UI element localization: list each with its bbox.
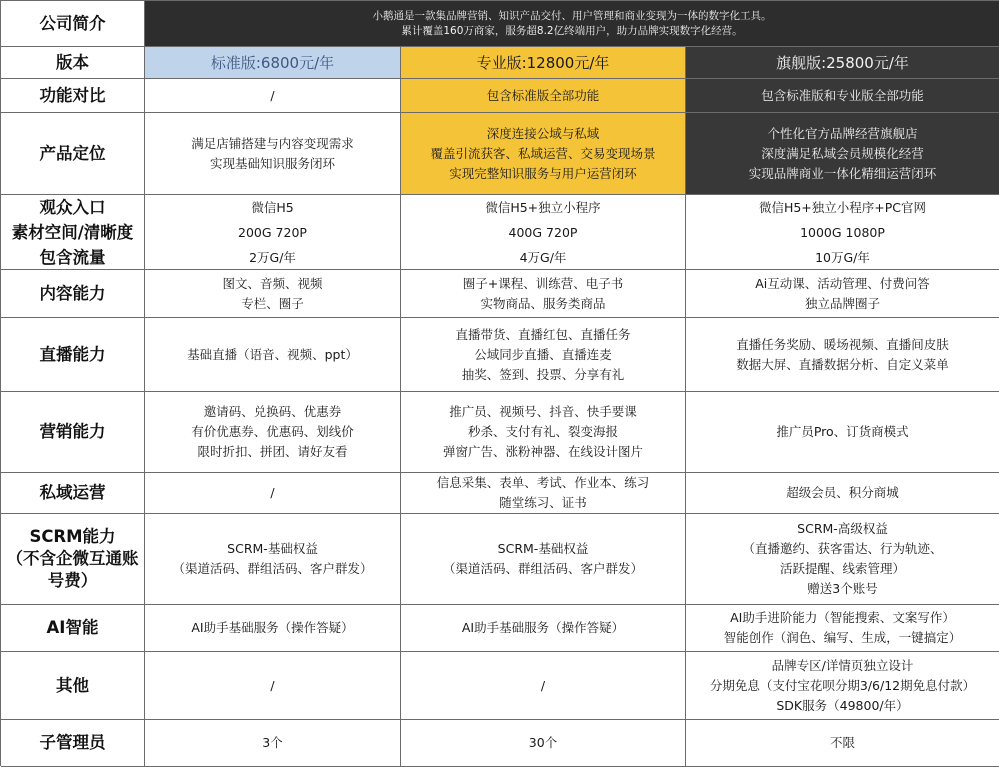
company-intro — [145, 1, 999, 47]
cell-line: 邀请码、兑换码、优惠券 — [203, 404, 342, 419]
standard-admins: 3个 — [145, 720, 401, 767]
flagship-admins: 不限 — [686, 720, 999, 767]
cell-line: 深度满足私域会员规模化经营 — [761, 145, 924, 161]
row-header-entry: 观众入口 — [1, 195, 145, 220]
standard-content — [145, 270, 401, 318]
row-header-compare: 功能对比 — [1, 79, 145, 113]
flagship-marketing — [686, 392, 999, 473]
cell-line: SCRM能力 — [29, 527, 116, 546]
standard-ai: AI助手基础服务（操作答疑） — [145, 605, 401, 652]
standard-traffic: 2万G/年 — [145, 246, 401, 270]
standard-scrm — [145, 514, 401, 605]
cell-line: 智能创作（润色、编写、生成，一键搞定） — [723, 630, 962, 645]
pro-compare: 包含标准版全部功能 — [401, 79, 686, 113]
cell-line: SDK服务（49800/年） — [776, 697, 909, 713]
cell-line: （渠道活码、群组活码、客户群发） — [172, 561, 373, 576]
row-header-marketing: 营销能力 — [1, 392, 145, 473]
pro-scrm — [401, 514, 686, 605]
pro-ai: AI助手基础服务（操作答疑） — [401, 605, 686, 652]
row-header-other: 其他 — [1, 652, 145, 720]
cell-line: 满足店铺搭建与内容变现需求 — [191, 135, 354, 151]
cell-line: AI助手进阶能力（智能搜索、文案写作） — [730, 610, 955, 625]
row-header-positioning: 产品定位 — [1, 113, 145, 195]
cell-line: （渠道活码、群组活码、客户群发） — [442, 561, 643, 576]
row-header-version: 版本 — [1, 47, 145, 79]
cell-line: 个性化官方品牌经营旗舰店 — [767, 125, 918, 141]
pro-admins: 30个 — [401, 720, 686, 767]
cell-line: 信息采集、表单、考试、作业本、练习 — [436, 475, 650, 490]
intro-line: 累计覆盖160万商家，服务超8.2亿终端用户，助力品牌实现数字化经营。 — [401, 24, 743, 37]
flagship-live — [686, 318, 999, 392]
pro-live — [401, 318, 686, 392]
cell-line: 实物商品、服务类商品 — [480, 295, 606, 311]
cell-line: 秒杀、支付有礼、裂变海报 — [467, 424, 618, 439]
flagship-edition-price: 旗舰版:25800元/年 — [686, 47, 999, 79]
standard-other: / — [145, 652, 401, 720]
cell-line: 深度连接公域与私域 — [486, 125, 600, 141]
row-header-admins: 子管理员 — [1, 720, 145, 767]
row-header-content: 内容能力 — [1, 270, 145, 318]
flagship-positioning — [686, 113, 999, 195]
flagship-ai — [686, 605, 999, 652]
cell-line: SCRM-基础权益 — [227, 541, 318, 556]
cell-line: 品牌专区/详情页独立设计 — [771, 657, 914, 673]
standard-compare: / — [145, 79, 401, 113]
flagship-private — [686, 473, 999, 514]
cell-line: Ai互动课、活动管理、付费问答 — [755, 275, 930, 291]
cell-line: 数据大屏、直播数据分析、自定义菜单 — [736, 356, 949, 372]
flagship-scrm — [686, 514, 999, 605]
cell-line: SCRM-高级权益 — [797, 521, 888, 536]
cell-line: 专栏、圈子 — [241, 295, 304, 311]
standard-positioning — [145, 113, 401, 195]
row-header-live: 直播能力 — [1, 318, 145, 392]
cell-line: 抽奖、签到、投票、分享有礼 — [461, 366, 625, 382]
cell-line: 独立品牌圈子 — [804, 295, 880, 311]
cell-line: 圈子+课程、训练营、电子书 — [462, 275, 624, 291]
cell-line: 覆盖引流获客、私域运营、交易变现场景 — [430, 145, 656, 161]
pro-marketing — [401, 392, 686, 473]
pro-traffic: 4万G/年 — [401, 246, 686, 270]
flagship-storage: 1000G 1080P — [686, 220, 999, 246]
cell-line: 实现品牌商业一体化精细运营闭环 — [748, 165, 937, 181]
cell-line: 赠送3个账号 — [807, 581, 878, 596]
cell-line: 号费） — [47, 571, 98, 590]
row-header-private: 私域运营 — [1, 473, 145, 514]
cell-line: 超级会员、积分商城 — [786, 485, 899, 500]
standard-entry: 微信H5 — [145, 195, 401, 220]
pro-positioning — [401, 113, 686, 195]
cell-line: 基础直播（语音、视频、ppt） — [187, 346, 358, 362]
standard-marketing — [145, 392, 401, 473]
cell-line: 推广员、视频号、抖音、快手要课 — [449, 404, 637, 419]
cell-line: 限时折扣、拼团、请好友看 — [197, 444, 348, 459]
cell-line: SCRM-基础权益 — [497, 541, 589, 556]
cell-line: 直播带货、直播红包、直播任务 — [455, 326, 631, 342]
row-header-traffic: 包含流量 — [1, 246, 145, 270]
standard-edition-price: 标准版:6800元/年 — [145, 47, 401, 79]
row-header-scrm — [1, 514, 145, 605]
flagship-traffic: 10万G/年 — [686, 246, 999, 270]
cell-line: 有价优惠券、优惠码、划线价 — [191, 424, 354, 439]
pro-other: / — [401, 652, 686, 720]
pro-edition-price: 专业版:12800元/年 — [401, 47, 686, 79]
standard-live — [145, 318, 401, 392]
flagship-entry: 微信H5+独立小程序+PC官网 — [686, 195, 999, 220]
pro-content — [401, 270, 686, 318]
cell-line: 分期免息（支付宝花呗分期3/6/12期免息付款） — [709, 677, 976, 693]
cell-line: 实现完整知识服务与用户运营闭环 — [449, 165, 637, 181]
cell-line: 弹窗广告、涨粉神器、在线设计图片 — [442, 444, 643, 459]
cell-line: （直播邀约、获客雷达、行为轨迹、 — [742, 541, 943, 556]
cell-line: 随堂练习、证书 — [499, 495, 587, 510]
row-header-ai: AI智能 — [1, 605, 145, 652]
standard-storage: 200G 720P — [145, 220, 401, 246]
row-header-intro: 公司简介 — [1, 1, 145, 47]
cell-line: 活跃提醒、线索管理） — [779, 561, 905, 576]
flagship-content — [686, 270, 999, 318]
intro-line: 小鹅通是一款集品牌营销、知识产品交付、用户管理和商业变现为一体的数字化工具。 — [372, 9, 772, 22]
flagship-other — [686, 652, 999, 720]
flagship-compare: 包含标准版和专业版全部功能 — [686, 79, 999, 113]
cell-line: （不含企微互通账 — [6, 549, 139, 568]
cell-line: 推广员Pro、订货商模式 — [776, 424, 909, 439]
cell-line: 直播任务奖励、暖场视频、直播间皮肤 — [736, 336, 949, 352]
standard-private: / — [145, 473, 401, 514]
pro-storage: 400G 720P — [401, 220, 686, 246]
pro-entry: 微信H5+独立小程序 — [401, 195, 686, 220]
cell-line: 公域同步直播、直播连麦 — [474, 346, 612, 362]
cell-line: 图文、音频、视频 — [222, 275, 323, 291]
pro-private — [401, 473, 686, 514]
cell-line: 实现基础知识服务闭环 — [209, 155, 335, 171]
row-header-storage: 素材空间/清晰度 — [1, 220, 145, 246]
